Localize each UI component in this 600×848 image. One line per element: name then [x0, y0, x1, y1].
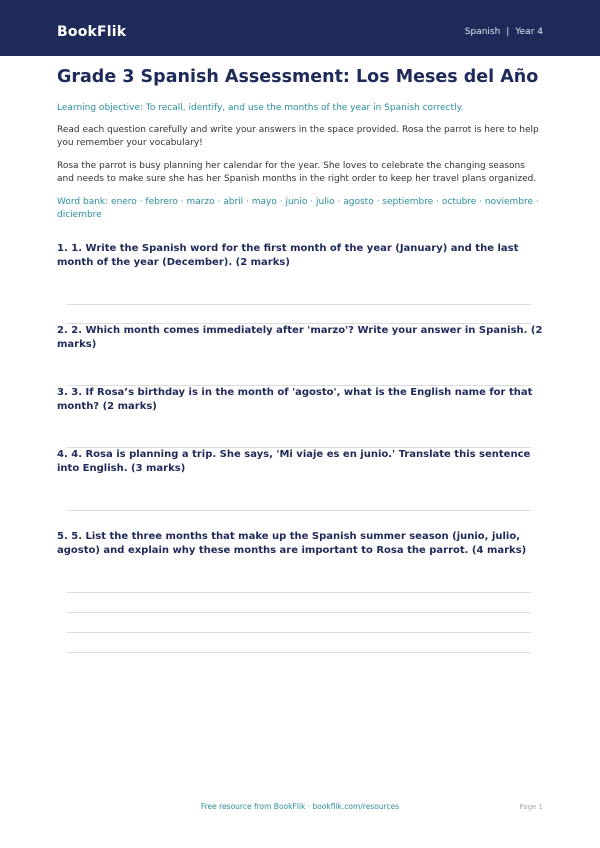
instructions-paragraph: Read each question carefully and write your answers in the space provided. Rosa the parrot is here to help you remember your vocabulary! — [57, 125, 539, 148]
question-5: 5. 5. List the three months that make up the Spanish summer season (junio, julio, agosto) and explain why these months are important to Rosa the parrot. (4 marks) — [57, 531, 527, 556]
question-1: 1. 1. Write the Spanish word for the first month of the year (January) and the last month of the year (December). (2 marks) — [57, 243, 519, 268]
footer-credit: Free resource from BookFlik · bookflik.com/resources — [200, 802, 400, 811]
answer-line[interactable] — [67, 304, 531, 305]
answer-line[interactable] — [67, 632, 531, 633]
question-4: 4. 4. Rosa is planning a trip. She says, 'Mi viaje es en junio.' Translate this sentence into English. (3 marks) — [57, 449, 531, 474]
question-2: 2. 2. Which month comes immediately after 'marzo'? Write your answer in Spanish. (2 marks) — [57, 325, 543, 350]
learning-objective: Learning objective: To recall, identify, and use the months of the year in Spanish correctly. — [57, 103, 464, 113]
answer-line[interactable] — [67, 612, 531, 613]
year-label: Year 4 — [515, 27, 543, 37]
story-paragraph: Rosa the parrot is busy planning her calendar for the year. She loves to celebrate the changing seasons and needs to make sure she has her Spanish months in the right order to keep her travel plans organized. — [57, 161, 537, 184]
word-bank: Word bank: enero · febrero · marzo · abril · mayo · junio · julio · agosto · septiembre · octubre · noviembre · diciembre — [57, 197, 539, 220]
subject-label: Spanish — [464, 27, 501, 37]
brand-logo: BookFlik — [57, 24, 127, 40]
answer-line[interactable] — [67, 652, 531, 653]
answer-line[interactable] — [67, 510, 531, 511]
worksheet-content — [57, 66, 543, 222]
header-meta — [465, 27, 543, 37]
page-number: Page 1 — [519, 803, 543, 811]
question-3: 3. 3. If Rosa’s birthday is in the month of 'agosto', what is the English name for that month? (2 marks) — [57, 387, 533, 412]
header-separator: | — [506, 27, 510, 37]
answer-line[interactable] — [67, 592, 531, 593]
page-header — [0, 0, 600, 56]
answer-line[interactable] — [67, 447, 531, 448]
answer-line[interactable] — [67, 323, 531, 324]
answer-line[interactable] — [67, 385, 531, 386]
page-title: Grade 3 Spanish Assessment: Los Meses del Año — [57, 67, 539, 87]
